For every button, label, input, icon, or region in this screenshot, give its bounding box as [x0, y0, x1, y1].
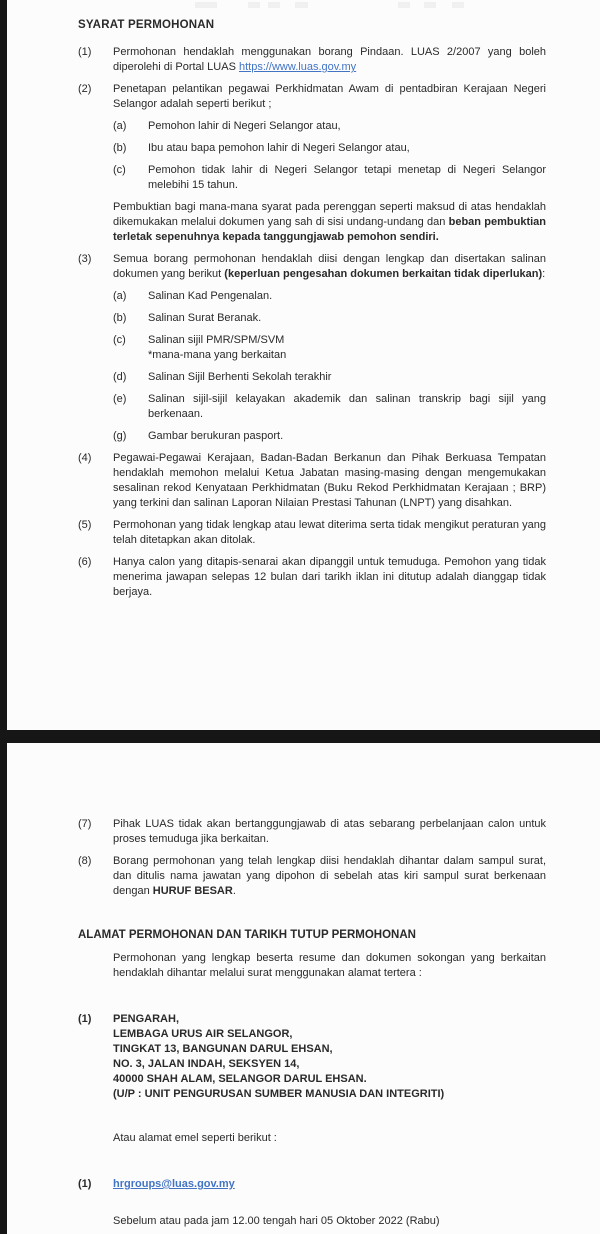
item-text: Pihak LUAS tidak akan bertanggungjawab di atas sebarang perbelanjaan calon untuk proses temuduga jika berkaitan.	[113, 818, 546, 845]
sub-item-letter: (c)	[113, 334, 126, 346]
sub-item-3e	[113, 392, 546, 422]
item-number: (7)	[78, 818, 92, 830]
sub-item-3c	[113, 333, 546, 363]
address-line-3: TINGKAT 13, BANGUNAN DARUL EHSAN,	[113, 1043, 333, 1055]
page-break-black-band	[0, 730, 600, 743]
sub-item-3g	[113, 429, 546, 444]
numbered-item-3	[78, 252, 546, 282]
sub-item-letter: (d)	[113, 371, 127, 383]
sub-item-2c	[113, 163, 546, 193]
sub-item-text	[148, 333, 546, 363]
email-wrap	[113, 1177, 546, 1192]
paragraph-text: Pembuktian bagi mana-mana syarat pada perenggan seperti maksud di atas hendaklah dikemukakan melalui dokumen yang sah di sisi undang-undang dan	[113, 201, 546, 228]
postal-address-block	[78, 1012, 546, 1102]
luas-portal-link[interactable]: https://www.luas.gov.my	[238, 61, 357, 73]
address-lines	[113, 1012, 546, 1102]
paragraph-bold-text: beban pembuktian terletak sepenuhnya kepada tanggungjawab pemohon sendiri.	[113, 216, 546, 243]
sub-item-3b	[113, 311, 546, 326]
item-3-text: Semua borang permohonan hendaklah diisi dengan lengkap dan disertakan salinan dokumen yang berikut	[113, 253, 546, 280]
hr-email-link[interactable]: hrgroups@luas.gov.my	[113, 1178, 235, 1190]
item-number: (2)	[78, 83, 92, 95]
sub-item-text: Salinan Kad Pengenalan.	[148, 290, 273, 302]
sub-item-text: Gambar berukuran pasport.	[148, 430, 284, 442]
item-text: Hanya calon yang ditapis-senarai akan dipanggil untuk temuduga. Pemohon yang tidak menerima jawapan selepas 12 bulan dari tarikh iklan ini ditutup adalah dianggap tidak berjaya.	[113, 556, 546, 598]
numbered-item-7	[78, 817, 546, 847]
address-line-5: 40000 SHAH ALAM, SELANGOR DARUL EHSAN.	[113, 1073, 367, 1085]
sub-item-3a	[113, 289, 546, 304]
numbered-item-8	[78, 854, 546, 899]
sub-item-letter: (g)	[113, 430, 127, 442]
sub-item-text: Salinan sijil-sijil kelayakan akademik dan salinan transkrip bagi sijil yang berkenaan.	[148, 393, 546, 420]
item-number: (3)	[78, 253, 92, 265]
paragraph-email-intro: Atau alamat emel seperti berikut :	[113, 1132, 277, 1144]
item-text: Permohonan yang tidak lengkap atau lewat diterima serta tidak mengikut peraturan yang telah ditetapkan akan ditolak.	[113, 519, 546, 546]
item-number: (1)	[78, 46, 92, 58]
paragraph-address-intro: Permohonan yang lengkap beserta resume dan dokumen sokongan yang berkaitan hendaklah dihantar melalui surat menggunakan alamat tertera :	[113, 952, 546, 979]
item-number: (5)	[78, 519, 92, 531]
item-number: (6)	[78, 556, 92, 568]
address-line-1: PENGARAH,	[113, 1013, 180, 1025]
item-text: Pegawai-Pegawai Kerajaan, Badan-Badan Berkanun dan Pihak Berkuasa Tempatan hendaklah memohon melalui Ketua Jabatan masing-masing dengan mengemukakan sesalinan rekod Kenyataan Perkhidmatan (Buku Rekod Perkhidmatan Kerajaan ; BRP) yang terkini dan salinan Laporan Nilaian Prestasi Tahunan (LNPT) yang disahkan.	[113, 452, 546, 509]
address-line-4: NO. 3, JALAN INDAH, SEKSYEN 14,	[113, 1058, 300, 1070]
item-number: (8)	[78, 855, 92, 867]
item-text: Penetapan pelantikan pegawai Perkhidmatan Awam di pentadbiran Kerajaan Negeri Selangor adalah seperti berikut ;	[113, 83, 546, 110]
item-8-tail: .	[232, 885, 236, 897]
sub-item-letter: (c)	[113, 164, 126, 176]
numbered-item-2	[78, 82, 546, 112]
sub-item-letter: (e)	[113, 393, 127, 405]
numbered-item-5	[78, 518, 546, 548]
sub-item-letter: (b)	[113, 312, 127, 324]
item-number: (4)	[78, 452, 92, 464]
paragraph-deadline: Sebelum atau pada jam 12.00 tengah hari 05 Oktober 2022 (Rabu)	[113, 1215, 440, 1227]
item-text	[113, 252, 546, 282]
email-address-block	[78, 1177, 546, 1192]
sub-item-text: Salinan Surat Beranak.	[148, 312, 262, 324]
sub-item-letter: (a)	[113, 290, 127, 302]
sub-item-letter: (b)	[113, 142, 127, 154]
address-line-2: LEMBAGA URUS AIR SELANGOR,	[113, 1028, 293, 1040]
sub-item-2b	[113, 141, 546, 156]
section-heading-syarat-permohonan: SYARAT PERMOHONAN	[78, 19, 215, 31]
sub-item-text: Salinan Sijil Berhenti Sekolah terakhir	[148, 371, 332, 383]
sub-item-text: Pemohon tidak lahir di Negeri Selangor tetapi menetap di Negeri Selangor melebihi 15 tahun.	[148, 164, 546, 191]
numbered-item-6	[78, 555, 546, 600]
address-number: (1)	[78, 1013, 92, 1025]
item-3-bold-text: (keperluan pengesahan dokumen berkaitan tidak diperlukan)	[224, 268, 543, 280]
sub-item-3d	[113, 370, 546, 385]
paragraph-pembuktian	[113, 200, 546, 245]
sub-item-2a	[113, 119, 546, 134]
item-8-bold-text: HURUF BESAR	[152, 885, 233, 897]
sub-item-text: Pemohon lahir di Negeri Selangor atau,	[148, 120, 341, 132]
item-8-text: Borang permohonan yang telah lengkap diisi hendaklah dihantar dalam sampul surat, dan ditulis nama jawatan yang dipohon di sebelah atas kiri sampul surat berkenaan dengan	[113, 855, 546, 897]
address-line-6: (U/P : UNIT PENGURUSAN SUMBER MANUSIA DAN INTEGRITI)	[113, 1088, 445, 1100]
sub-item-letter: (a)	[113, 120, 127, 132]
sub-item-text-line-1: Salinan sijil PMR/SPM/SVM	[148, 334, 285, 346]
item-3-tail: :	[542, 268, 546, 280]
section-heading-alamat-permohonan: ALAMAT PERMOHONAN DAN TARIKH TUTUP PERMOHONAN	[78, 929, 416, 941]
item-text	[113, 45, 546, 75]
numbered-item-1	[78, 45, 546, 75]
page-section-2	[0, 743, 600, 1234]
sub-item-text: Ibu atau bapa pemohon lahir di Negeri Selangor atau,	[148, 142, 410, 154]
item-1-text: Permohonan hendaklah menggunakan borang Pindaan. LUAS 2/2007 yang boleh diperolehi di Portal LUAS	[113, 46, 546, 73]
item-text	[113, 854, 546, 899]
numbered-item-4	[78, 451, 546, 511]
sub-item-text-line-2: *mana-mana yang berkaitan	[148, 349, 287, 361]
email-number: (1)	[78, 1178, 92, 1190]
